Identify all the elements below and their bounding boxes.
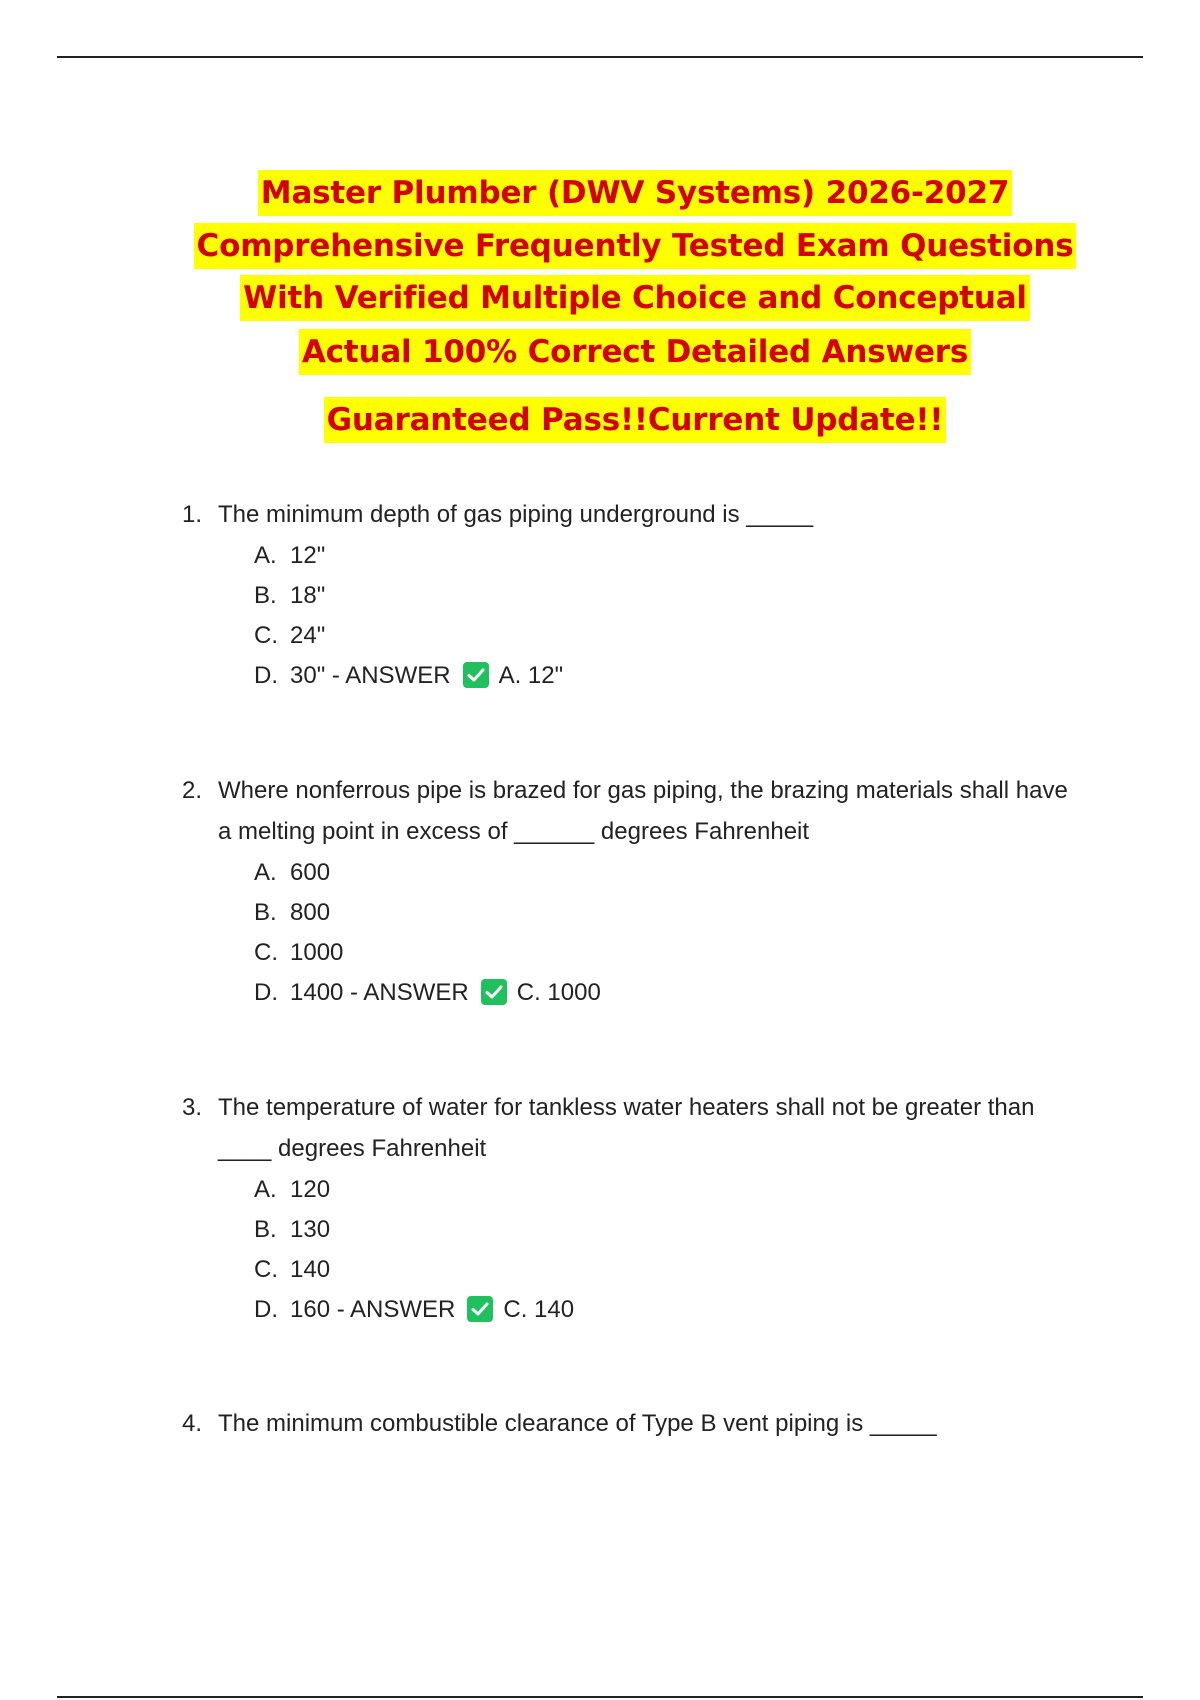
check-mark-icon: [467, 1296, 493, 1322]
check-mark-icon: [463, 662, 489, 688]
question-2: [182, 770, 1082, 1012]
question-number: 1.: [182, 501, 203, 528]
correct-answer: C. 1000: [516, 978, 601, 1006]
option-d: D. 30" - ANSWER A. 12": [254, 655, 1082, 695]
top-rule: [57, 56, 1143, 58]
bottom-rule: [57, 1696, 1143, 1698]
question-text: [182, 494, 1082, 535]
option-d: D. 1400 - ANSWER C. 1000: [254, 972, 1082, 1012]
question-4: [182, 1403, 1082, 1444]
question-stem: The minimum combustible clearance of Type B vent piping is _____: [218, 1410, 937, 1437]
option-a: A. 12": [254, 541, 326, 569]
option-a: A. 600: [254, 858, 331, 886]
options-list: [182, 1169, 1082, 1329]
question-number: 2.: [182, 777, 203, 804]
option-b: B. 18": [254, 581, 326, 609]
question-text: [182, 1403, 1082, 1444]
check-mark-icon: [481, 979, 507, 1005]
question-1: [182, 494, 1082, 695]
option-c: C. 24": [254, 621, 326, 649]
option-d: D. 160 - ANSWER C. 140: [254, 1289, 1082, 1329]
option-c: C. 1000: [254, 938, 344, 966]
option-b: B. 800: [254, 898, 331, 926]
option-a: A. 120: [254, 1175, 331, 1203]
option-c: C. 140: [254, 1255, 331, 1283]
question-text: [182, 770, 1082, 852]
question-number: 3.: [182, 1094, 203, 1121]
correct-answer: C. 140: [503, 1295, 575, 1323]
options-list: [182, 535, 1082, 695]
correct-answer: A. 12": [498, 661, 564, 689]
question-stem: The minimum depth of gas piping underground is _____: [218, 501, 814, 528]
question-3: [182, 1087, 1082, 1329]
options-list: [182, 852, 1082, 1012]
question-text: [182, 1087, 1082, 1169]
question-number: 4.: [182, 1410, 203, 1437]
question-stem: Where nonferrous pipe is brazed for gas piping, the brazing materials shall have a melting point in excess of ______ degrees Fahrenheit: [218, 777, 1068, 845]
option-b: B. 130: [254, 1215, 331, 1243]
question-stem: The temperature of water for tankless water heaters shall not be greater than ____ degrees Fahrenheit: [218, 1094, 1035, 1162]
